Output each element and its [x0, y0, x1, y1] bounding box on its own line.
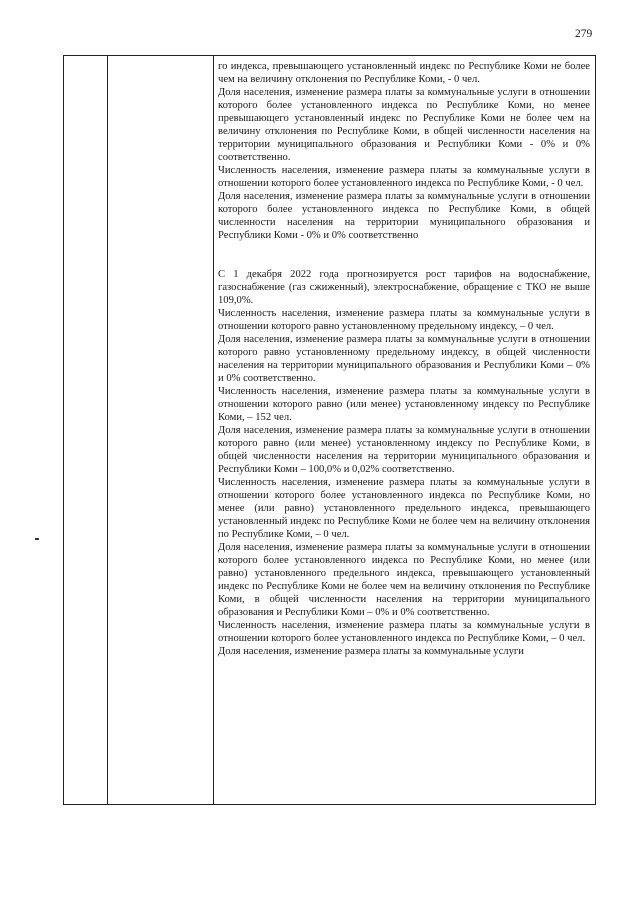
- paragraph: Доля населения, изменение размера платы за коммунальные услуги в отношении которого более установленного индекса по Республике Коми, но менее превышающего установленный индекс по Республике Коми не более чем на величину отклонения по Республике Коми, в общей численности населения на территории муниципального образования и Республики Коми - 0% и 0% соответственно.: [218, 87, 590, 163]
- paragraph: го индекса, превышающего установленный индекс по Республике Коми не более чем на величину отклонения по Республике Коми, - 0 чел.: [218, 61, 590, 85]
- scan-mark: [35, 538, 39, 540]
- paragraph: Численность населения, изменение размера платы за коммунальные услуги в отношении которого более установленного индекса по Республике Коми, – 0 чел.: [218, 620, 590, 644]
- table-column-number: [64, 56, 108, 804]
- paragraph: Доля населения, изменение размера платы за коммунальные услуги: [218, 646, 524, 657]
- paragraph: Численность населения, изменение размера платы за коммунальные услуги в отношении которого более установленного индекса по Республике Коми, - 0 чел.: [218, 165, 590, 189]
- paragraph: Численность населения, изменение размера платы за коммунальные услуги в отношении которого более установленного индекса по Республике Коми, но менее (или равно) установленного предельного индекса, превышающего установленный индекс по Республике Коми не более чем на величину отклонения по Республике Коми, – 0 чел.: [218, 477, 590, 540]
- paragraph-gap: [218, 242, 590, 255]
- paragraph: С 1 декабря 2022 года прогнозируется рост тарифов на водоснабжение, газоснабжение (газ сжиженный), электроснабжение, обращение с ТКО не выше 109,0%.: [218, 269, 590, 306]
- paragraph: Доля населения, изменение размера платы за коммунальные услуги в отношении которого равно (или менее) установленному индексу по Республике Коми, в общей численности населения на территории муниципального образования и Республики Коми – 100,0% и 0,02% соответственно.: [218, 425, 590, 475]
- page-number: 279: [575, 28, 593, 40]
- document-table: [63, 55, 596, 805]
- paragraph-gap: [218, 255, 590, 268]
- paragraph: Доля населения, изменение размера платы за коммунальные услуги в отношении которого более установленного индекса по Республике Коми, но менее (или равно) установленного предельного индекса, превышающего установленный индекс по Республике Коми не более чем на величину отклонения по Республике Коми, в общей численности населения на территории муниципального образования и Республики Коми – 0% и 0% соответственно.: [218, 542, 590, 618]
- paragraph: Численность населения, изменение размера платы за коммунальные услуги в отношении которого равно (или менее) установленному индексу по Республике Коми, – 152 чел.: [218, 386, 590, 423]
- table-column-title: [108, 56, 214, 804]
- table-column-text: [214, 56, 595, 804]
- paragraph: Доля населения, изменение размера платы за коммунальные услуги в отношении которого равно установленному предельному индексу, в общей численности населения на территории муниципального образования и Республики Коми – 0% и 0% соответственно.: [218, 334, 590, 384]
- paragraph: Доля населения, изменение размера платы за коммунальные услуги в отношении которого более установленного индекса по Республике Коми, в общей численности населения на территории муниципального образования и Республики Коми - 0% и 0% соответственно: [218, 191, 590, 241]
- paragraph: Численность населения, изменение размера платы за коммунальные услуги в отношении которого равно установленному предельному индексу, – 0 чел.: [218, 308, 590, 332]
